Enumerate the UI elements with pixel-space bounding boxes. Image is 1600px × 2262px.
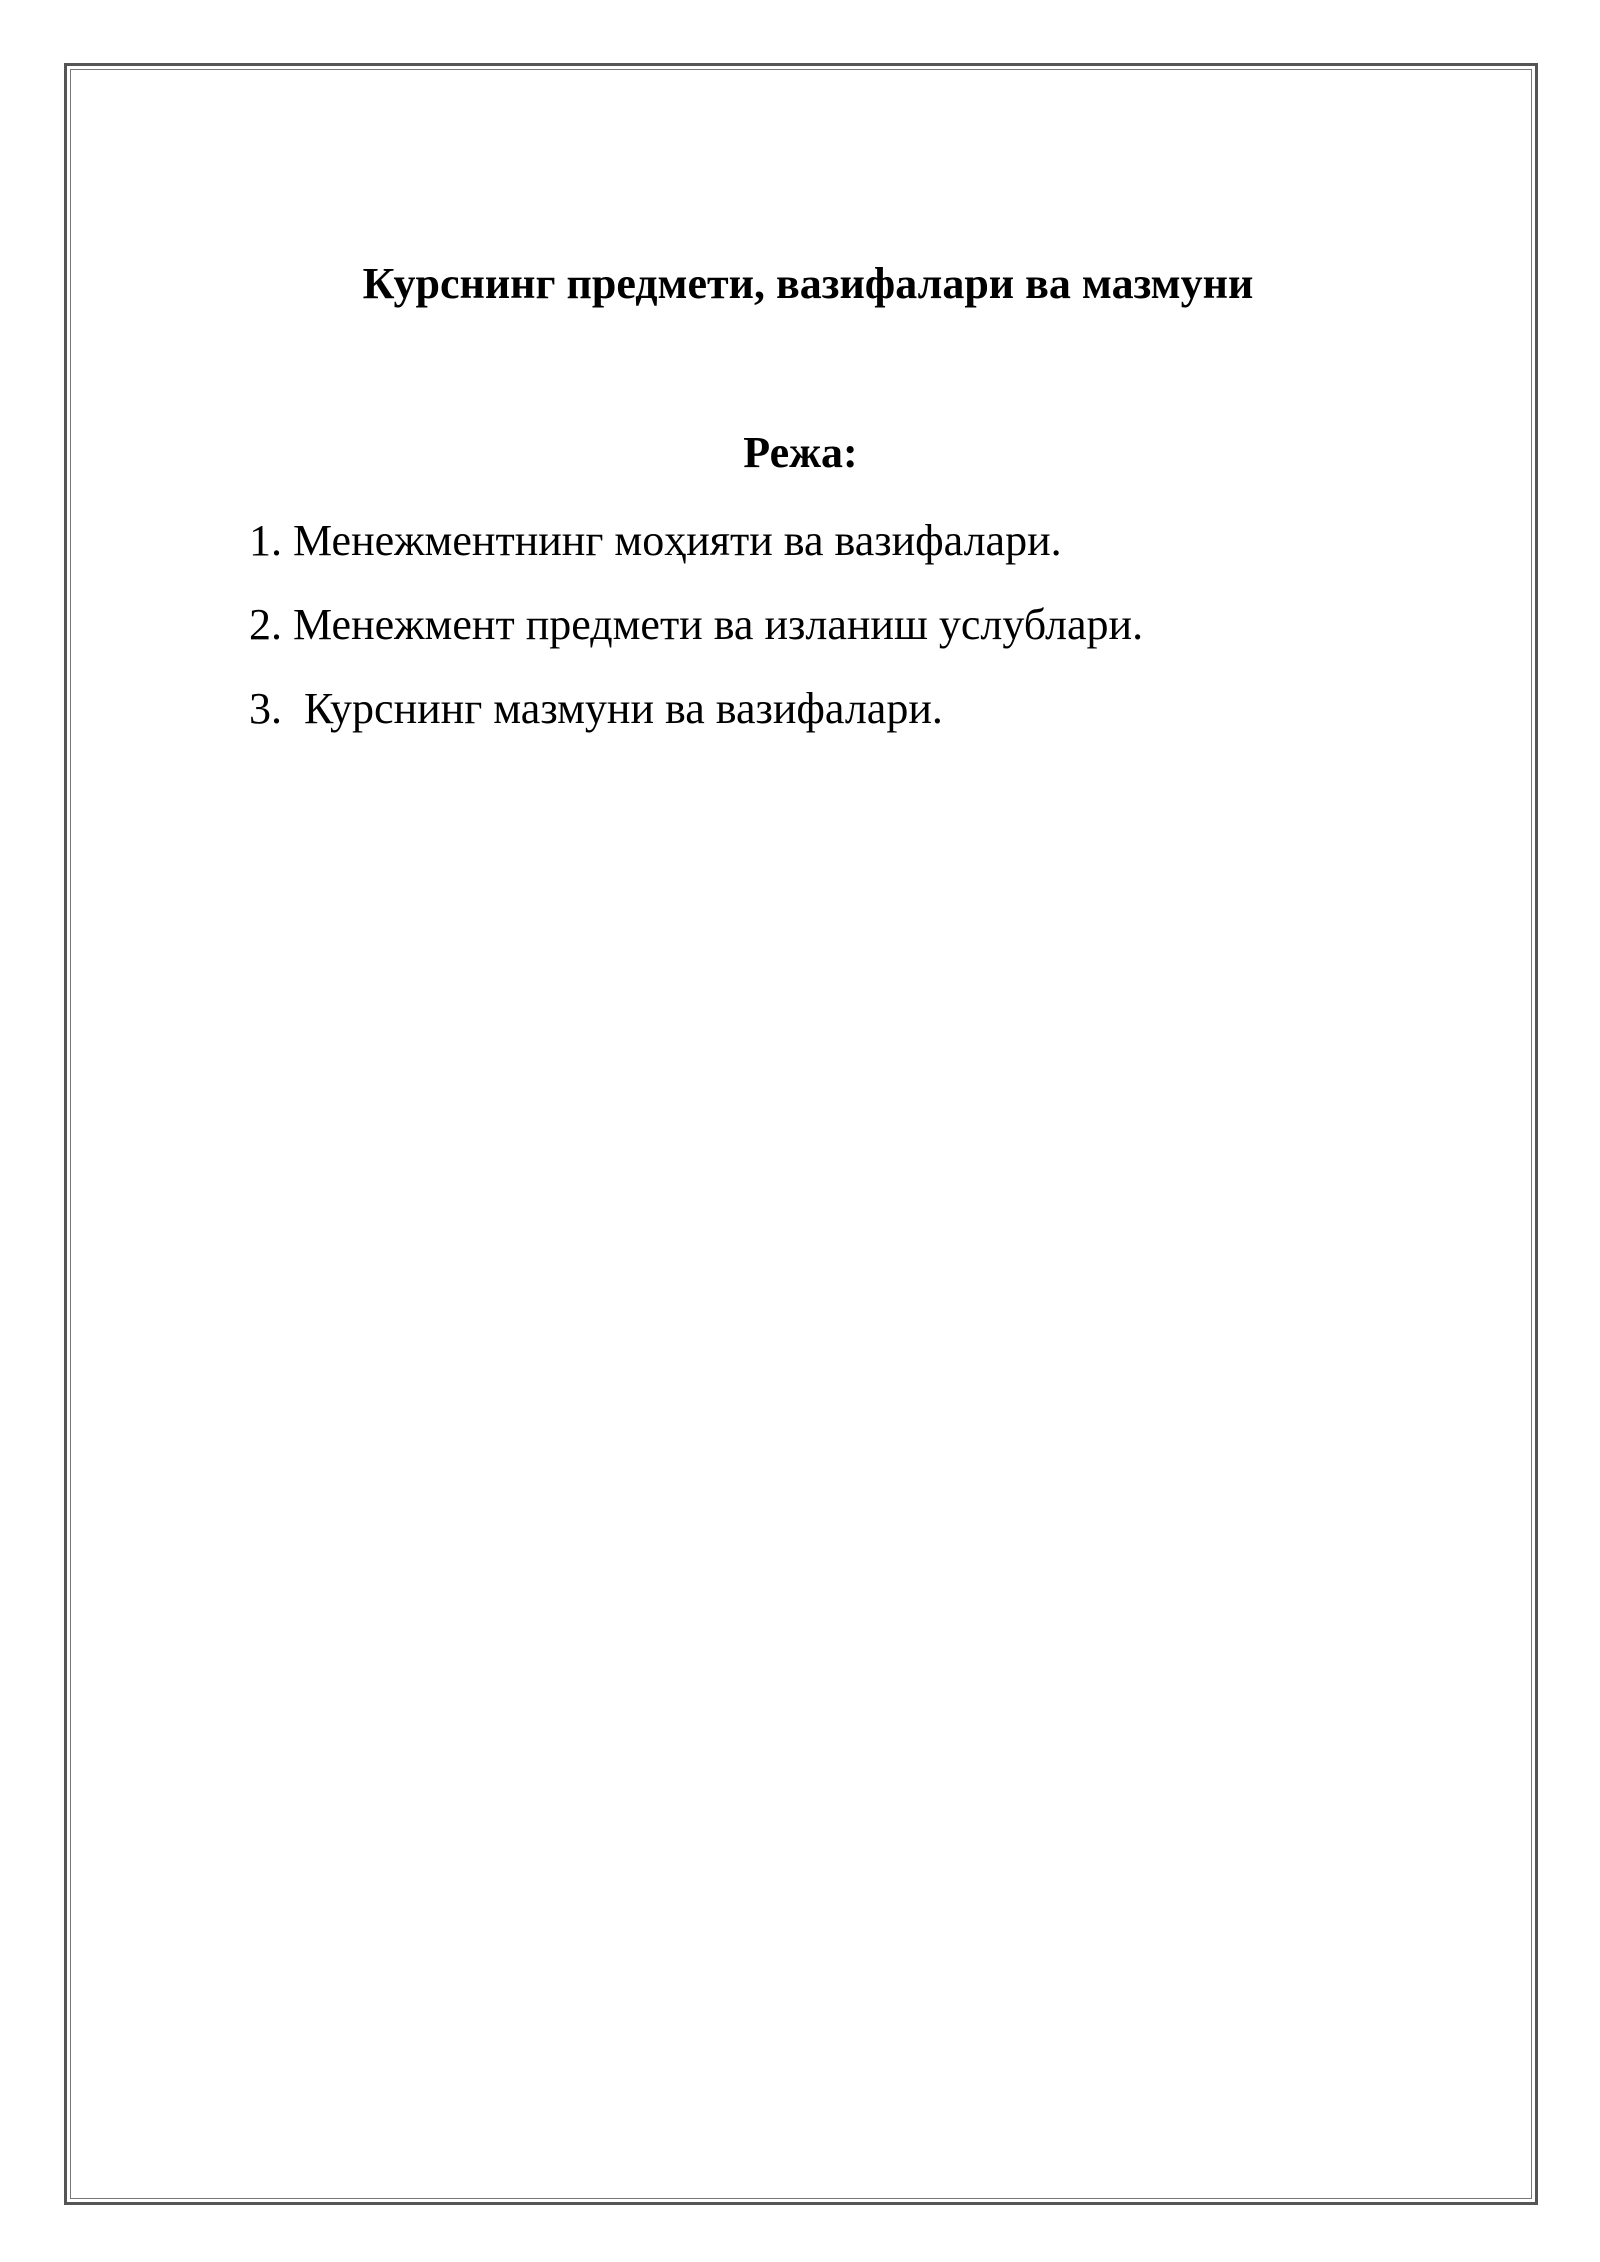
document-title: Курснинг предмети, вазифалари ва мазмуни <box>362 259 1254 308</box>
plan-list <box>249 515 1143 767</box>
plan-item-2: 2. Менежмент предмети ва изланиш услублари. <box>249 600 1144 649</box>
plan-item-3: 3. Курснинг мазмуни ва вазифалари. <box>249 684 943 733</box>
plan-heading: Режа: <box>743 428 858 477</box>
page-border-inner <box>70 69 1532 2199</box>
plan-item-1: 1. Менежментнинг моҳияти ва вазифалари. <box>249 516 1062 565</box>
